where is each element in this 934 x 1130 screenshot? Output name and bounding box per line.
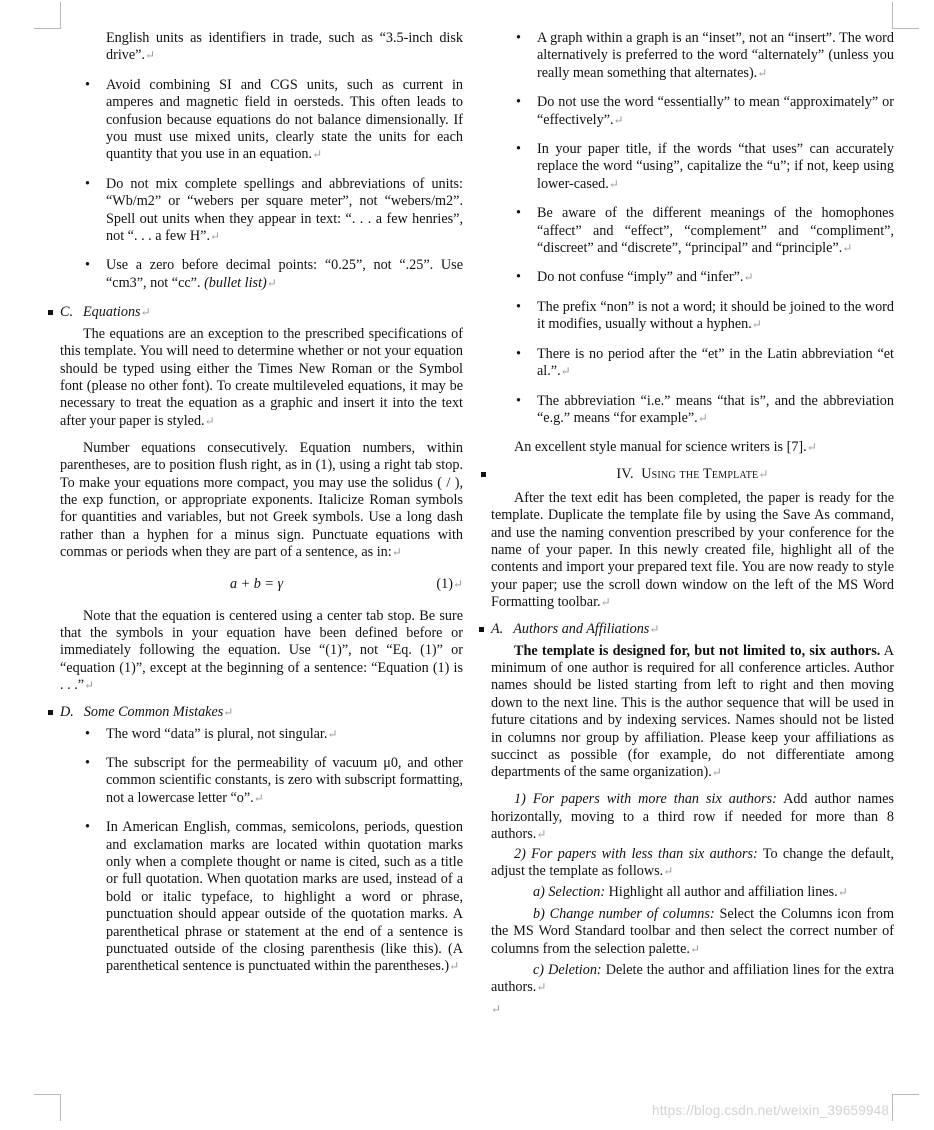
paragraph-mark-icon: ↵: [613, 112, 624, 127]
section-heading-using-template[interactable]: IV. Using the Template↵: [491, 466, 894, 483]
heading-marker-icon: [479, 627, 484, 632]
list-item[interactable]: • The subscript for the permeability of vacuum μ0, and other common scientific constants, is zero with subscript formatting, not a lowercase letter “o”.↵: [60, 755, 463, 807]
less-authors-paragraph[interactable]: 2) For papers with less than six authors: To change the default, adjust the template as follows.↵: [491, 845, 894, 880]
paragraph-mark-icon: ↵: [600, 595, 611, 610]
crop-mark-top-right: [892, 2, 919, 29]
paragraph-mark-icon: ↵: [452, 576, 463, 591]
list-item[interactable]: • There is no period after the “et” in the Latin abbreviation “et al.”.↵: [491, 346, 894, 381]
equation-formula: a + b = γ: [230, 575, 284, 592]
paragraph-mark-icon: ↵: [711, 765, 722, 780]
list-item[interactable]: • The prefix “non” is not a word; it should be joined to the word it modifies, usually without a hyphen.↵: [491, 299, 894, 334]
list-item[interactable]: • A graph within a graph is an “inset”, not an “insert”. The word alternatively is preferred to the word “alternately” (unless you really mean something that alternates).↵: [491, 30, 894, 82]
paragraph-mark-icon: ↵: [210, 229, 221, 244]
list-item[interactable]: • In your paper title, if the words “that uses” can accurately replace the word “using”, capitalize the “u”; if not, keep using lower-cased.↵: [491, 141, 894, 193]
paragraph-mark-icon: ↵: [649, 622, 660, 637]
list-item[interactable]: • Do not confuse “imply” and “infer”.↵: [491, 269, 894, 286]
mistakes-bullet-list: [60, 726, 463, 976]
units-continuation[interactable]: English units as identifiers in trade, such as “3.5-inch disk drive”.↵: [106, 30, 463, 64]
section-heading-equations[interactable]: C. Equations↵: [60, 304, 463, 321]
equation-number: (1)↵: [436, 575, 463, 592]
crop-mark-bottom-left: [34, 1094, 61, 1121]
paragraph-mark-icon: ↵: [204, 413, 215, 428]
section-heading-authors[interactable]: A. Authors and Affiliations↵: [491, 621, 894, 638]
list-item[interactable]: • Be aware of the different meanings of the homophones “affect” and “effect”, “complement” and “compliment”, “discreet” and “discrete”, “principal” and “principle”.↵: [491, 205, 894, 257]
paragraph-mark-icon: ↵: [253, 790, 264, 805]
paragraph-mark-icon: ↵: [536, 827, 547, 842]
bullet-list-style-tag: (bullet list): [204, 274, 267, 291]
crop-mark-top-left: [34, 2, 61, 29]
paragraph-mark-icon: ↵: [312, 147, 323, 162]
empty-paragraph[interactable]: [491, 1001, 894, 1018]
paragraph-mark-icon: ↵: [536, 980, 547, 995]
paragraph-mark-icon: ↵: [84, 678, 95, 693]
equations-paragraph-3[interactable]: Note that the equation is centered using a center tab stop. Be sure that the symbols in your equation have been defined before or immediately following the equation. Use “(1)”, not “Eq. (1)” or “equation (1)”, except at the beginning of a sentence: “Equation (1) is . . .”↵: [60, 607, 463, 694]
paragraph-mark-icon: ↵: [842, 241, 853, 256]
deletion-step[interactable]: c) Deletion: Delete the author and affiliation lines for the extra authors.↵: [491, 962, 894, 996]
paragraph-mark-icon: ↵: [837, 885, 848, 900]
paragraph-mark-icon: ↵: [266, 275, 277, 290]
heading-marker-icon: [48, 310, 53, 315]
crop-mark-bottom-right: [892, 1094, 919, 1121]
paragraph-mark-icon: ↵: [689, 941, 701, 956]
watermark-url: https://blog.csdn.net/weixin_39659948: [652, 1103, 890, 1118]
usage-bullet-list: [491, 30, 894, 427]
left-column: [60, 30, 463, 988]
paragraph-mark-icon: ↵: [608, 176, 619, 191]
style-manual-paragraph[interactable]: An excellent style manual for science writers is [7].↵: [514, 439, 817, 456]
paragraph-mark-icon: ↵: [806, 440, 817, 455]
list-item[interactable]: • Avoid combining SI and CGS units, such as current in amperes and magnetic field in oersteds. This often leads to confusion because equations do not balance dimensionally. If you must use mixed units, clearly state the units for each quantity that you use in an equation.↵: [60, 77, 463, 164]
paragraph-mark-icon: ↵: [751, 317, 762, 332]
equations-paragraph-1[interactable]: The equations are an exception to the prescribed specifications of this template. You will need to determine whether or not your equation should be typed using either the Times New Roman or the Symbol font (please no other font). To create multileveled equations, it may be necessary to treat the equation as a graphic and insert it into the text after your paper is styled.↵: [60, 325, 463, 429]
paragraph-mark-icon: ↵: [449, 959, 460, 974]
paragraph-mark-icon: ↵: [560, 364, 571, 379]
paragraph-mark-icon: ↵: [223, 705, 234, 720]
template-paragraph[interactable]: After the text edit has been completed, the paper is ready for the template. Duplicate the template file by using the Save As command, and use the naming convention prescribed by your conference for the name of your paper. In this newly created file, highlight all of the contents and import your prepared text file. You are now ready to style your paper; use the scroll down window on the left of the MS Word Formatting toolbar.↵: [491, 489, 894, 611]
list-item[interactable]: • The abbreviation “i.e.” means “that is”, and the abbreviation “e.g.” means “for example”.↵: [491, 393, 894, 428]
list-item[interactable]: • The word “data” is plural, not singular.↵: [60, 726, 463, 743]
list-item[interactable]: • Use a zero before decimal points: “0.25”, not “.25”. Use “cm3”, not “cc”. (bullet list)↵: [60, 257, 463, 292]
paragraph-mark-icon: ↵: [757, 65, 768, 80]
paragraph-mark-icon: ↵: [491, 1001, 502, 1016]
paragraph-mark-icon: ↵: [743, 270, 754, 285]
columns-step[interactable]: b) Change number of columns: Select the Columns icon from the MS Word Standard toolbar and then select the correct number of columns from the selection palette.↵: [491, 905, 894, 957]
paragraph-mark-icon: ↵: [391, 545, 402, 560]
more-authors-paragraph[interactable]: 1) For papers with more than six authors: Add author names horizontally, moving to a third row if needed for more than 8 authors.↵: [491, 791, 894, 843]
paragraph-mark-icon: ↵: [145, 48, 156, 63]
right-column: [491, 30, 894, 1018]
selection-step[interactable]: a) Selection: Highlight all author and affiliation lines.↵: [533, 884, 848, 901]
section-heading-common-mistakes[interactable]: D. Some Common Mistakes↵: [60, 704, 463, 721]
paragraph-mark-icon: ↵: [140, 305, 151, 320]
list-item[interactable]: • In American English, commas, semicolons, periods, question and exclamation marks are located within quotation marks only when a complete thought or name is cited, such as a title or full quotation. When quotation marks are used, instead of a bold or italic typeface, to highlight a word or phrase, punctuation should appear outside of the quotation marks. A parenthetical phrase or statement at the end of a sentence is punctuated outside of the closing parenthesis (like this). (A parenthetical sentence is punctuated within the parentheses.)↵: [60, 819, 463, 976]
paragraph-mark-icon: ↵: [327, 726, 338, 741]
equation-line[interactable]: [60, 576, 463, 594]
heading-marker-icon: [481, 472, 486, 477]
equations-paragraph-2[interactable]: Number equations consecutively. Equation numbers, within parentheses, are to position flush right, as in (1), using a right tab stop. To make your equations more compact, you may use the solidus ( / ), the exp function, or appropriate exponents. Italicize Roman symbols for quantities and variables, but not Greek symbols. Use a long dash rather than a hyphen for a minus sign. Punctuate equations with commas or periods when they are part of a sentence, as in:↵: [60, 439, 463, 561]
list-item[interactable]: • Do not mix complete spellings and abbreviations of units: “Wb/m2” or “webers per square meter”, not “webers/m2”. Spell out units when they appear in text: “. . . a few henries”, not “. . . a few H”.↵: [60, 176, 463, 246]
paragraph-mark-icon: ↵: [758, 467, 769, 482]
list-item[interactable]: • Do not use the word “essentially” to mean “approximately” or “effectively”.↵: [491, 94, 894, 129]
paragraph-mark-icon: ↵: [697, 410, 708, 425]
heading-marker-icon: [48, 710, 53, 715]
units-bullet-list: [60, 77, 463, 292]
authors-paragraph[interactable]: The template is designed for, but not limited to, six authors. A minimum of one author is required for all conference articles. Author names should be listed starting from left to right and then moving down to the next line. This is the author sequence that will be used in future citations and by indexing services. Names should not be listed in columns nor group by affiliation. Please keep your affiliations as succinct as possible (for example, do not differentiate among departments of the same organization).↵: [491, 642, 894, 781]
paragraph-mark-icon: ↵: [663, 864, 674, 879]
